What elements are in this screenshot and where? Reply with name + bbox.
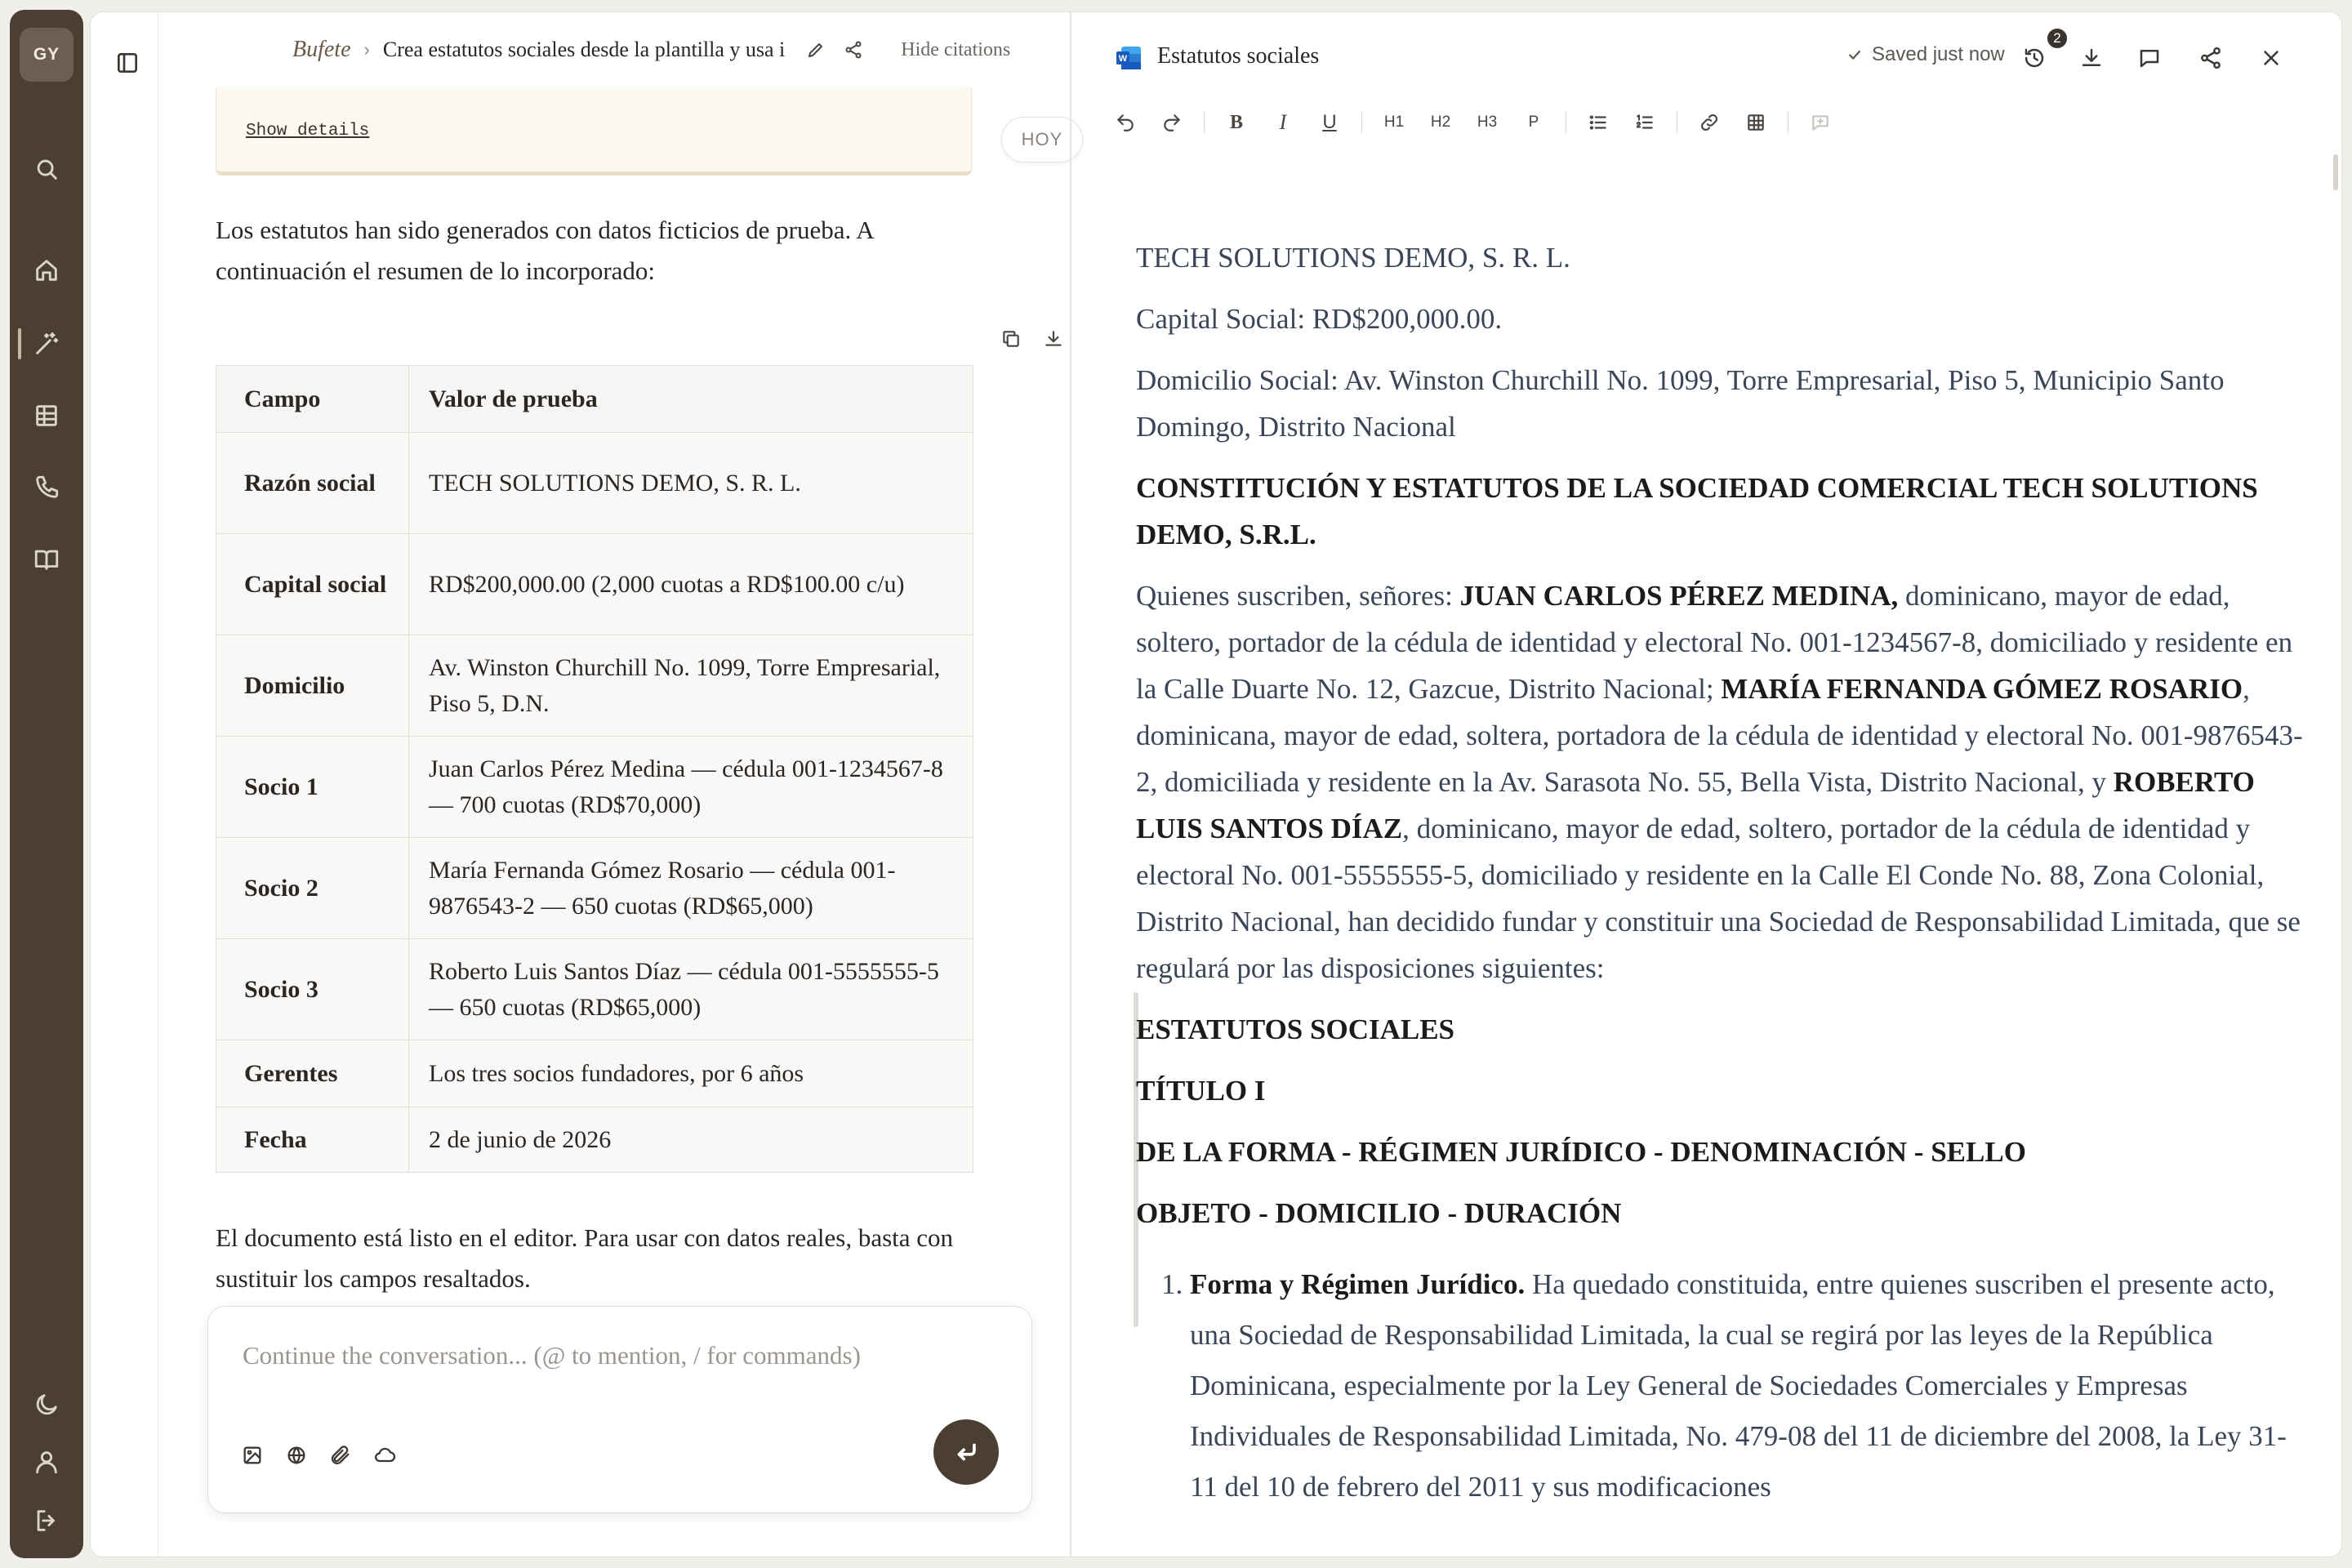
enter-arrow-icon xyxy=(952,1438,980,1466)
toolbar-separator xyxy=(1204,112,1205,133)
table-tools xyxy=(983,324,1068,354)
table-cell-field: Socio 1 xyxy=(216,737,409,838)
parties-text: dominicano, mayor de edad, soltero, portador de la cédula de identidad y electoral No. 001-1234567-8, domiciliado y residente en la Calle Duarte No. 12, Gazcue, Distrito Nacional; xyxy=(1136,580,2293,705)
table-cell-field: Fecha xyxy=(216,1107,409,1173)
party-name: JUAN CARLOS PÉREZ MEDINA, xyxy=(1459,580,1899,612)
parties-text: , dominicana, mayor de edad, soltera, portadora de la cédula de identidad y electoral No. 001-9876543-2, domiciliada y residente en la Av. Sarasota No. 55, Bella Vista, Distrito Nacional, y xyxy=(1136,673,2303,798)
hide-citations-button[interactable]: Hide citations xyxy=(901,38,1011,60)
download-icon[interactable] xyxy=(2075,42,2108,74)
heading1-button[interactable]: H1 xyxy=(1383,114,1405,131)
editor-header xyxy=(1071,12,2342,102)
comment-icon[interactable] xyxy=(2133,42,2166,74)
table-row xyxy=(216,737,973,838)
table-row xyxy=(216,433,973,534)
domicile-line: Domicilio Social: Av. Winston Churchill No. 1099, Torre Empresarial, Piso 5, Municipio Santo Domingo, Distrito Nacional xyxy=(1136,364,2225,443)
title-heading: TÍTULO I xyxy=(1136,1075,1266,1107)
table-cell-field: Domicilio xyxy=(216,635,409,737)
table-row xyxy=(216,534,973,635)
table-cell-value: 2 de junio de 2026 xyxy=(409,1107,973,1173)
parties-paragraph xyxy=(1136,572,2304,991)
add-comment-icon[interactable] xyxy=(1806,108,1835,137)
table-cell-field: Capital social xyxy=(216,534,409,635)
table-header: Campo xyxy=(216,366,409,433)
globe-icon[interactable] xyxy=(280,1439,313,1472)
tool-details-card xyxy=(216,87,972,176)
book-open-icon[interactable] xyxy=(29,541,65,577)
paragraph-button[interactable]: P xyxy=(1528,114,1539,131)
party-name: MARÍA FERNANDA GÓMEZ ROSARIO xyxy=(1721,673,2243,705)
phone-icon[interactable] xyxy=(29,470,65,506)
word-doc-icon xyxy=(1115,44,1143,72)
section-heading: OBJETO - DOMICILIO - DURACIÓN xyxy=(1136,1197,1622,1229)
logout-icon[interactable] xyxy=(29,1503,65,1539)
breadcrumb-root[interactable]: Bufete xyxy=(292,37,351,62)
bullet-list-icon[interactable] xyxy=(1584,108,1613,137)
constitution-heading: CONSTITUCIÓN Y ESTATUTOS DE LA SOCIEDAD COMERCIAL TECH SOLUTIONS DEMO, S.R.L. xyxy=(1136,472,2258,550)
table-cell-value: María Fernanda Gómez Rosario — cédula 001-9876543-2 — 650 cuotas (RD$65,000) xyxy=(409,838,973,939)
user-icon[interactable] xyxy=(29,1444,65,1480)
check-icon xyxy=(1846,46,1864,64)
document-editor xyxy=(1071,12,2342,1557)
chat-panel xyxy=(158,12,1070,1557)
formatting-toolbar xyxy=(1111,104,1852,141)
composer-tools xyxy=(236,1439,412,1472)
history-icon[interactable] xyxy=(2018,42,2051,74)
table-header: Valor de prueba xyxy=(409,366,973,433)
search-icon[interactable] xyxy=(29,151,65,187)
show-details-link[interactable]: Show details xyxy=(246,122,370,140)
assistant-intro: Los estatutos han sido generados con datos ficticios de prueba. A continuación el resumen de lo incorporado: xyxy=(216,216,873,285)
undo-icon[interactable] xyxy=(1111,108,1140,137)
table-cell-field: Socio 2 xyxy=(216,838,409,939)
party-name: ROBERTO LUIS SANTOS DÍAZ xyxy=(1136,766,2255,844)
home-icon[interactable] xyxy=(29,252,65,288)
table-cell-field: Razón social xyxy=(216,433,409,534)
send-button[interactable] xyxy=(933,1419,999,1485)
sidebar-toggle-icon[interactable] xyxy=(111,47,144,79)
history-count-badge: 2 xyxy=(2046,27,2069,50)
articles-list xyxy=(1136,1259,2304,1512)
table-cell-value: TECH SOLUTIONS DEMO, S. R. L. xyxy=(409,433,973,534)
article-text: Ha quedado constituida, entre quienes suscriben el presente acto, una Sociedad de Responsabilidad Limitada, la cual se regirá por las leyes de la República Dominicana, especialmente por la Ley General de Sociedades Comerciales y Empresas Individuales de Responsabilidad Limitada, No. 479-08 del 11 de diciembre del 2008, la Ley 31-11 del 10 de febrero del 2011 y sus modificaciones xyxy=(1190,1268,2287,1503)
italic-button[interactable]: I xyxy=(1279,110,1287,134)
document-body[interactable] xyxy=(1136,234,2304,1512)
toolbar-separator xyxy=(1361,112,1362,133)
link-icon[interactable] xyxy=(1695,108,1724,137)
assistant-outro: El documento está listo en el editor. Para usar con datos reales, basta con sustituir los campos resaltados. xyxy=(216,1223,954,1293)
image-icon[interactable] xyxy=(236,1439,269,1472)
heading3-button[interactable]: H3 xyxy=(1477,114,1498,131)
numbered-list-icon[interactable] xyxy=(1630,108,1659,137)
parties-text: Quienes suscriben, señores: xyxy=(1136,580,1460,612)
table-cell-value: Av. Winston Churchill No. 1099, Torre Empresarial, Piso 5, D.N. xyxy=(409,635,973,737)
download-icon[interactable] xyxy=(1039,324,1068,354)
table-header-row xyxy=(216,366,973,433)
magic-wand-icon[interactable] xyxy=(29,326,65,362)
share-icon[interactable] xyxy=(2194,42,2227,74)
article-title: Forma y Régimen Jurídico. xyxy=(1190,1268,1526,1300)
summary-table xyxy=(216,365,973,1173)
company-name-line: TECH SOLUTIONS DEMO, S. R. L. xyxy=(1136,242,1570,274)
table-row xyxy=(216,838,973,939)
chat-header xyxy=(158,12,1070,87)
editor-scrollbar[interactable] xyxy=(2333,154,2338,190)
active-indicator xyxy=(18,328,21,359)
table-cell-value: RD$200,000.00 (2,000 cuotas a RD$100.00 c/u) xyxy=(409,534,973,635)
table-cell-field: Socio 3 xyxy=(216,939,409,1040)
cloud-icon[interactable] xyxy=(368,1439,401,1472)
section-heading: DE LA FORMA - RÉGIMEN JURÍDICO - DENOMINACIÓN - SELLO xyxy=(1136,1136,2026,1168)
save-status-text: Saved just now xyxy=(1872,43,2005,65)
table-row xyxy=(216,939,973,1040)
table-row xyxy=(216,1107,973,1173)
share-icon[interactable] xyxy=(842,38,865,61)
document-title: Estatutos sociales xyxy=(1157,43,1320,69)
table-cell-field: Gerentes xyxy=(216,1040,409,1107)
underline-button[interactable]: U xyxy=(1322,111,1337,133)
save-status xyxy=(1846,43,2005,66)
table-grid-icon[interactable] xyxy=(29,398,65,434)
copy-icon[interactable] xyxy=(996,324,1026,354)
bold-button[interactable]: B xyxy=(1229,111,1243,133)
date-chip: HOY xyxy=(1001,117,1083,163)
app-rail xyxy=(10,10,83,1558)
user-avatar[interactable]: GY xyxy=(20,28,74,82)
table-cell-value: Roberto Luis Santos Díaz — cédula 001-5555555-5 — 650 cuotas (RD$65,000) xyxy=(409,939,973,1040)
paperclip-icon[interactable] xyxy=(324,1439,357,1472)
breadcrumb-separator: › xyxy=(363,39,370,60)
insert-table-icon[interactable] xyxy=(1741,108,1771,137)
table-row xyxy=(216,635,973,737)
heading2-button[interactable]: H2 xyxy=(1430,114,1451,131)
svg-text:W: W xyxy=(1118,54,1128,64)
main-window xyxy=(90,11,2342,1557)
parties-text: , dominicano, mayor de edad, soltero, portador de la cédula de identidad y electoral No. 001-5555555-5, domiciliado y residente en la Calle El Conde No. 88, Zona Colonial, Distrito Nacional, han decidido fundar y constituir una Sociedad de Responsabilidad Limitada, que se regulará por las disposiciones siguientes: xyxy=(1136,813,2301,984)
edit-pencil-icon[interactable] xyxy=(804,38,827,61)
message-composer xyxy=(207,1306,1032,1513)
table-cell-value: Los tres socios fundadores, por 6 años xyxy=(409,1040,973,1107)
redo-icon[interactable] xyxy=(1157,108,1187,137)
capital-line: Capital Social: RD$200,000.00. xyxy=(1136,303,1503,335)
table-cell-value: Juan Carlos Pérez Medina — cédula 001-1234567-8 — 700 cuotas (RD$70,000) xyxy=(409,737,973,838)
message-input[interactable] xyxy=(243,1331,978,1380)
article-item xyxy=(1190,1259,2304,1512)
close-icon[interactable] xyxy=(2255,42,2287,74)
statutes-heading: ESTATUTOS SOCIALES xyxy=(1136,1013,1455,1045)
moon-icon[interactable] xyxy=(29,1387,65,1423)
table-row xyxy=(216,1040,973,1107)
chat-title: Crea estatutos sociales desde la plantilla y usa i xyxy=(382,38,786,61)
